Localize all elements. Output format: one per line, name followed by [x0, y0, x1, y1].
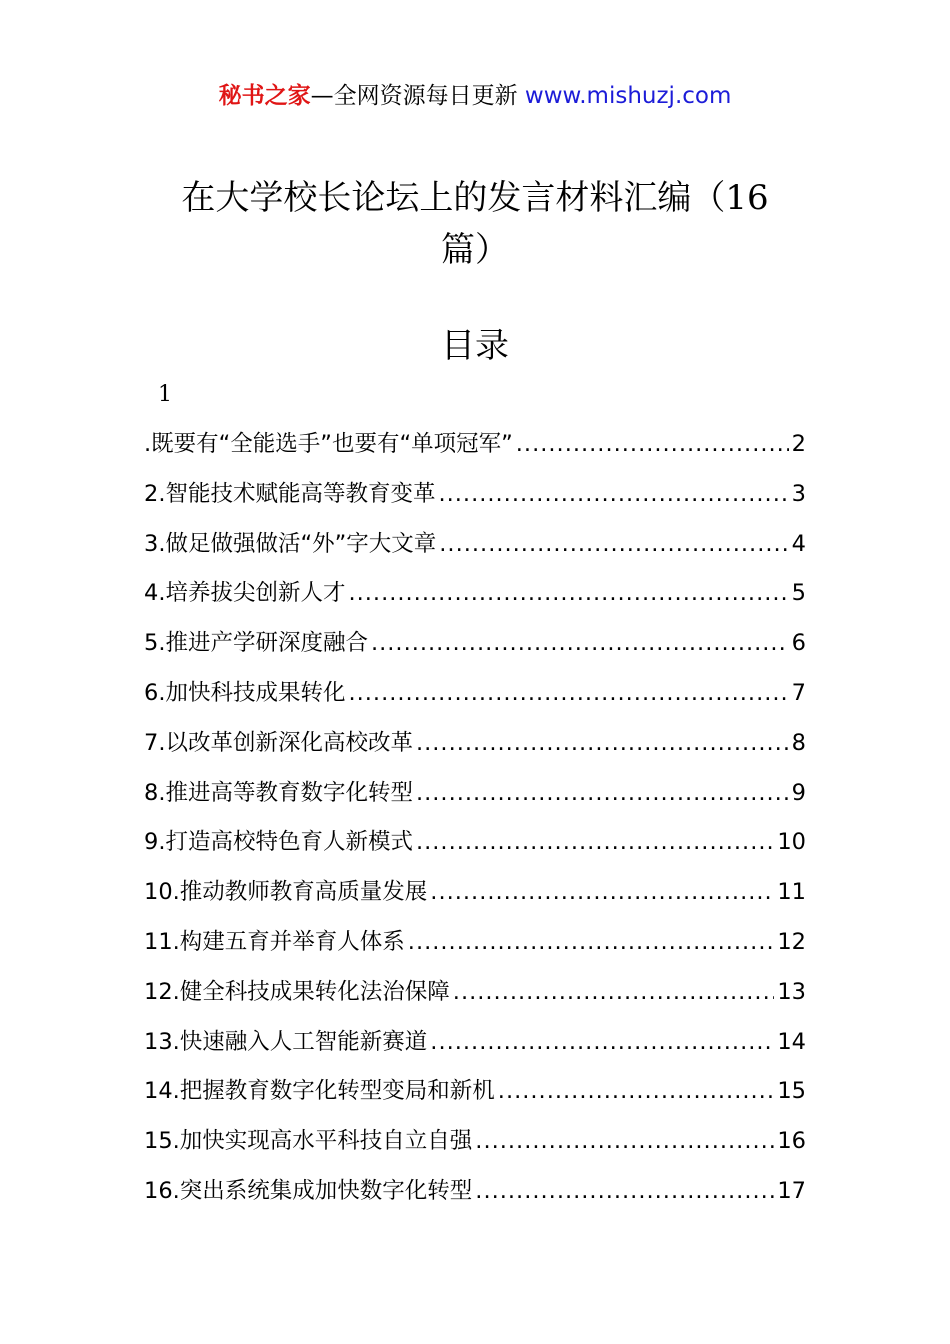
toc-dot-leader [453, 968, 775, 1018]
toc-entry-page-number: 4 [791, 530, 806, 557]
toc-entry-page-number: 6 [791, 630, 806, 657]
toc-dot-leader [416, 769, 789, 819]
toc-entry[interactable] [144, 968, 806, 1018]
toc-entry-label: .既要有“全能选手”也要有“单项冠军” [144, 431, 513, 457]
toc-entry[interactable] [144, 818, 806, 868]
toc-entry[interactable] [144, 1018, 806, 1068]
document-title-count: 16 [725, 178, 769, 218]
toc-dot-leader [416, 719, 789, 769]
toc-entry-page-number: 17 [777, 1177, 806, 1204]
toc-entry-label: 8.推进高等教育数字化转型 [144, 779, 413, 806]
toc-entry-page-number: 11 [777, 879, 806, 906]
toc-entry-page-number: 16 [777, 1128, 806, 1155]
toc-entry-label: 12.健全科技成果转化法治保障 [144, 978, 450, 1005]
toc-entry[interactable] [144, 868, 806, 918]
toc-entry[interactable] [144, 918, 806, 968]
toc-entry-page-number: 7 [791, 679, 806, 706]
toc-entry-label: 2.智能技术赋能高等教育变革 [144, 480, 436, 507]
toc-entry[interactable] [144, 1167, 806, 1217]
toc-dot-leader [408, 918, 775, 968]
toc-entry-label: 10.推动教师教育高质量发展 [144, 879, 428, 906]
toc-entry[interactable] [144, 520, 806, 570]
toc-entry-label: 15.加快实现高水平科技自立自强 [144, 1128, 473, 1155]
document-title [150, 172, 800, 276]
toc-entry-page-number: 5 [791, 580, 806, 607]
toc-entry[interactable] [144, 619, 806, 669]
toc-entry[interactable] [144, 769, 806, 819]
toc-entry-label: 14.把握教育数字化转型变局和新机 [144, 1078, 495, 1105]
site-url-link[interactable]: www.mishuzj.com [524, 83, 732, 109]
toc-entry-page-number: 12 [777, 928, 806, 955]
toc-dot-leader [430, 1018, 774, 1068]
toc-entry-page-number: 13 [777, 978, 806, 1005]
toc-entry[interactable] [144, 470, 806, 520]
site-brand: 秘书之家 [218, 83, 311, 109]
toc-entry-label: 5.推进产学研深度融合 [144, 630, 368, 657]
toc-dot-leader [348, 569, 788, 619]
toc-entry[interactable] [144, 1117, 806, 1167]
toc-entry-label: 6.加快科技成果转化 [144, 679, 346, 706]
toc-dot-leader [371, 619, 789, 669]
document-title-text: 在大学校长论坛上的发言材料汇编（ [181, 178, 726, 218]
toc-entry[interactable] [144, 569, 806, 619]
toc-entry-label: 4.培养拔尖创新人才 [144, 580, 346, 607]
toc-dot-leader [475, 1117, 774, 1167]
toc-entry-page-number: 15 [777, 1078, 806, 1105]
toc-lead-number: 1 [158, 382, 172, 407]
toc-entry-page-number: 3 [791, 480, 806, 507]
toc-dot-leader [439, 520, 788, 570]
toc-entry-label: 7.以改革创新深化高校改革 [144, 729, 413, 756]
toc-entry-page-number: 8 [791, 729, 806, 756]
toc-dot-leader [416, 818, 774, 868]
toc-entry-page-number: 2 [791, 431, 806, 457]
toc-dot-leader [348, 669, 788, 719]
toc-entry[interactable] [144, 719, 806, 769]
toc-dot-leader [498, 1067, 775, 1117]
table-of-contents [144, 420, 806, 1217]
toc-entry-page-number: 14 [777, 1028, 806, 1055]
site-tagline: —全网资源每日更新 [310, 83, 518, 109]
toc-dot-leader [516, 420, 789, 470]
toc-dot-leader [438, 470, 788, 520]
toc-entry[interactable] [144, 420, 806, 470]
toc-entry-label: 3.做足做强做活“外”字大文章 [144, 530, 437, 557]
toc-dot-leader [475, 1167, 774, 1217]
toc-entry-label: 16.突出系统集成加快数字化转型 [144, 1177, 473, 1204]
toc-entry-page-number: 10 [777, 829, 806, 856]
toc-entry[interactable] [144, 669, 806, 719]
toc-dot-leader [430, 868, 774, 918]
document-title-suffix: 篇） [441, 230, 509, 270]
toc-entry[interactable] [144, 1067, 806, 1117]
toc-entry-label: 11.构建五育并举育人体系 [144, 928, 405, 955]
toc-entry-label: 13.快速融入人工智能新赛道 [144, 1028, 428, 1055]
toc-entry-label: 9.打造高校特色育人新模式 [144, 829, 413, 856]
toc-entry-page-number: 9 [791, 779, 806, 806]
toc-heading: 目录 [441, 326, 509, 366]
site-header [0, 80, 950, 112]
